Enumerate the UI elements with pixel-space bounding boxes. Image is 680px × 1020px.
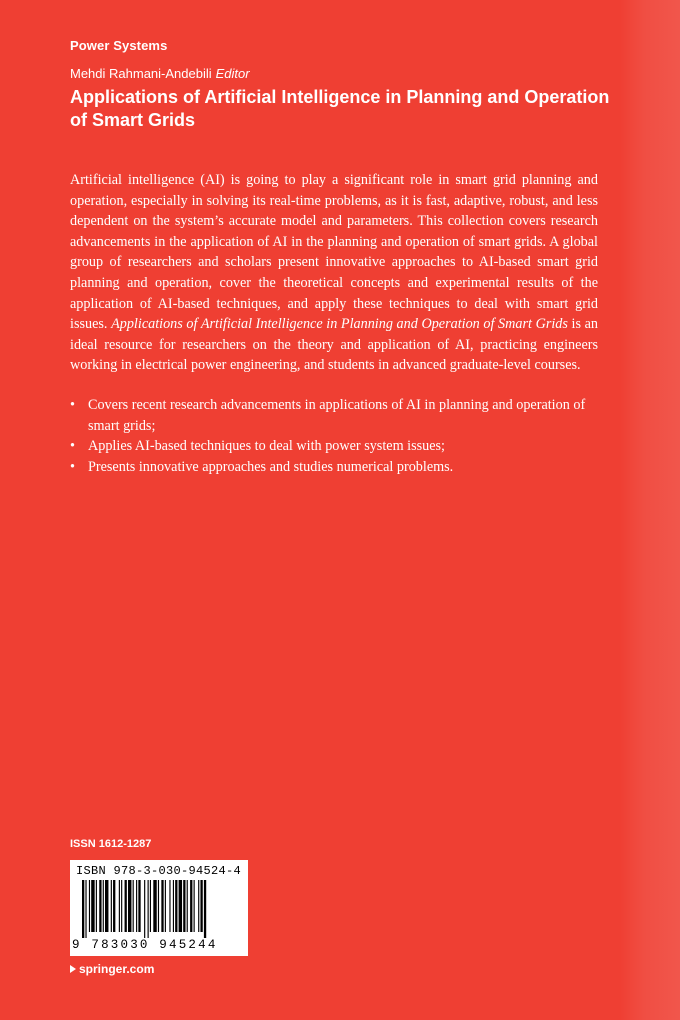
barcode-bar	[153, 880, 156, 932]
bullet-icon: •	[70, 458, 75, 475]
barcode-bar	[99, 880, 101, 932]
barcode-bar	[190, 880, 192, 932]
barcode-bar	[89, 880, 90, 932]
feature-bullet	[70, 436, 590, 457]
barcode-bar	[183, 880, 185, 932]
barcode-bar	[158, 880, 159, 932]
barcode-bar	[173, 880, 174, 932]
description-italic-title: Applications of Artificial Intelligence in Planning and Operation of Smart Grids	[111, 316, 568, 333]
barcode-bar	[150, 880, 151, 932]
barcode-bar	[121, 880, 122, 932]
cover-edge-shade	[620, 0, 680, 1020]
barcode-bar	[204, 880, 206, 938]
series-name: Power Systems	[70, 38, 168, 53]
feature-bullet	[70, 395, 590, 436]
feature-bullet-text: Presents innovative approaches and studies numerical problems.	[88, 458, 454, 475]
barcode-bar	[144, 880, 145, 938]
feature-bullet	[70, 457, 590, 478]
barcode-bars	[82, 880, 242, 938]
barcode-bar	[119, 880, 120, 932]
feature-bullet-list	[70, 395, 590, 477]
barcode-bar	[198, 880, 199, 932]
barcode-bar	[91, 880, 94, 932]
description-part-1: Artificial intelligence (AI) is going to play a significant role in smart grid planning and operation, especially in solving its real-time problems, as it is fast, adaptive, robust, and less dependent on the system’s accurate model and parameters. This collection covers research advancements in the application of AI in the planning and operation of smart grids. A global group of researchers and scholars present innovative approaches to AI-based smart grid planning and operation, cover the theoretical concepts and experimental results of the application of AI-based techniques, and apply these techniques to deal with smart grid issues.	[70, 172, 598, 333]
barcode-bar	[169, 880, 170, 932]
isbn-barcode	[70, 860, 248, 956]
barcode-bar	[165, 880, 166, 932]
barcode-bar	[111, 880, 112, 932]
arrow-right-icon	[70, 965, 76, 973]
barcode-bar	[148, 880, 149, 938]
bullet-icon: •	[70, 397, 75, 413]
bullet-icon: •	[70, 438, 75, 455]
publisher-link[interactable]	[70, 962, 154, 976]
editor-line	[70, 66, 250, 81]
barcode-bar	[133, 880, 134, 932]
feature-bullet-text: Applies AI-based techniques to deal with power system issues;	[88, 438, 445, 455]
editor-name: Mehdi Rahmani-Andebili	[70, 66, 212, 81]
barcode-bar	[161, 880, 163, 932]
barcode-bar	[125, 880, 127, 932]
barcode-bar	[136, 880, 137, 932]
barcode-bar	[175, 880, 177, 932]
book-title: Applications of Artificial Intelligence in Planning and Operation of Smart Grids	[70, 87, 610, 130]
barcode-bar	[128, 880, 131, 932]
barcode-bar	[113, 880, 115, 932]
barcode-bar	[96, 880, 97, 932]
barcode-bar	[103, 880, 104, 932]
editor-role: Editor	[215, 66, 250, 81]
barcode-digits: 9 783030 945244	[72, 938, 218, 952]
book-description	[70, 170, 598, 376]
description-part-2: is an ideal resource for researchers on the theory and application of AI, practicing engineers working in electrical power engineering, and students in advanced graduate-level courses.	[70, 316, 599, 374]
feature-bullet-text: Covers recent research advancements in applications of AI in planning and operation of smart grids;	[88, 397, 586, 434]
isbn-label: ISBN 978-3-030-94524-4	[76, 864, 242, 878]
barcode-bar	[194, 880, 195, 932]
barcode-bar	[138, 880, 140, 932]
barcode-bar	[82, 880, 84, 938]
barcode-bar	[85, 880, 86, 938]
barcode-bar	[200, 880, 202, 932]
issn-number: ISSN 1612-1287	[70, 838, 152, 850]
barcode-bar	[187, 880, 188, 932]
publisher-url: springer.com	[79, 962, 155, 976]
barcode-bar	[179, 880, 182, 932]
barcode-bar	[105, 880, 108, 932]
